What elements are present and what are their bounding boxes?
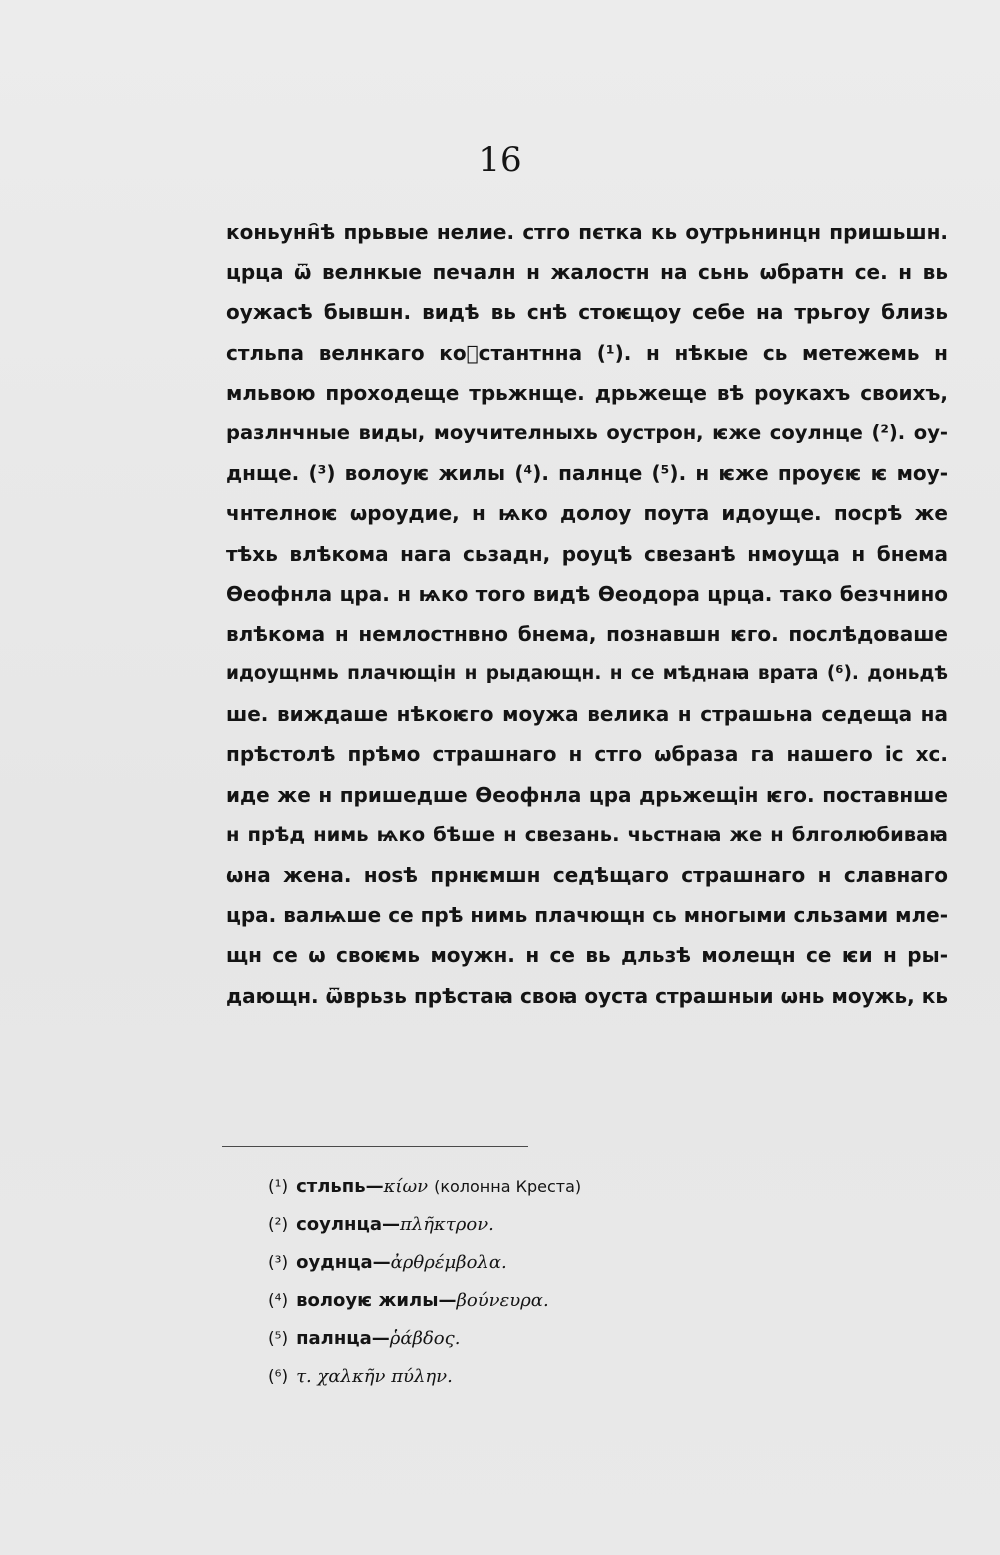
- text-line: цра. валѩше се прѣ нимь плачющн сь многыми сльзами мле-: [226, 903, 948, 928]
- text-line: иде же н пришедше Ѳеофнла цра дрьжещін ѥго. поставнше: [226, 782, 948, 807]
- footnote-item: [268, 1358, 768, 1396]
- footnote-term: волоуѥ жилы—: [296, 1290, 457, 1311]
- footnote-item: [268, 1168, 768, 1206]
- footnote-greek: ἀρθρέμβολα.: [390, 1252, 507, 1273]
- text-line: мльвою проходеще трьжнще. дрьжеще вѣ роукахъ своихъ,: [226, 380, 948, 405]
- page-number: 16: [478, 140, 522, 180]
- text-line: н прѣд нимь ѩко бѣше н свезань. чьстнаꙗ же н блголюбиваꙗ: [226, 822, 948, 846]
- footnote-mark: (⁵): [268, 1329, 289, 1349]
- footnote-item: [268, 1282, 768, 1320]
- footnote-mark: (²): [268, 1215, 289, 1235]
- main-text: [226, 212, 948, 1016]
- footnote-greek: πλῆκτρον.: [399, 1214, 494, 1235]
- text-line: стльпа велнкаго коⷩстантнна (¹). н нѣкые сь метежемь н: [226, 340, 948, 365]
- footnote-greek: κίων: [383, 1176, 429, 1197]
- text-line: чнтелноѥ ѡроудие, н ѩко долоу поута идоуще. посрѣ же: [226, 501, 948, 526]
- footnote-mark: (⁴): [268, 1291, 289, 1311]
- footnote-term: оуднца—: [296, 1252, 391, 1273]
- footnote-item: [268, 1320, 768, 1358]
- text-line: днще. (³) волоуѥ жилы (⁴). палнце (⁵). н ѥже проуєѥ ѥ моу-: [226, 461, 948, 486]
- footnote-greek: ῥάβδος.: [389, 1328, 461, 1349]
- footnote-greek: τ. χαλκῆν πύλην.: [296, 1366, 453, 1387]
- text-line: щн се ѡ своѥмь моужн. н се вь дльзѣ молещн се ѥи н ры-: [226, 943, 948, 968]
- text-line: ше. виждаше нѣкоѥго моужа велика н страшьна седеща на: [226, 702, 948, 727]
- footnote-mark: (³): [268, 1253, 289, 1273]
- footnote-term: палнца—: [296, 1328, 390, 1349]
- footnote-note: (колонна Креста): [434, 1177, 582, 1196]
- text-line: разлнчные виды, моучителныхь оустрон, ѥже соулнце (²). оу-: [226, 420, 948, 444]
- text-line: влѣкома н немлостнвно бнема, познавшн ѥго. послѣдоваше: [226, 621, 948, 646]
- footnote-divider: [222, 1146, 528, 1147]
- footnote-term: соулнца—: [296, 1214, 400, 1235]
- footnote-term: стльпь—: [296, 1176, 384, 1197]
- text-line: идоущнмь плачющін н рыдающн. н се мѣднаꙗ врата (⁶). доньдѣ: [226, 663, 948, 685]
- text-line: оужасѣ бывшн. видѣ вь снѣ стоѥщоу себе на трьгоу близь: [226, 300, 948, 325]
- footnote-item: [268, 1206, 768, 1244]
- text-line: тѣхь влѣкома нага сьзадн, роуцѣ свезанѣ нмоуща н бнема: [226, 541, 948, 566]
- text-line: ѡна жена. ноѕѣ прнѥмшн седѣщаго страшнаго н славнаго: [226, 863, 948, 887]
- footnote-item: [268, 1244, 768, 1282]
- text-line: црца ѿ велнкые печалн н жалостн на сьнь ѡбратн се. н вь: [226, 260, 948, 285]
- footnotes: [268, 1168, 768, 1396]
- text-line: Ѳеофнла цра. н ѩко того видѣ Ѳеодора црца. тако безчнино: [226, 581, 948, 606]
- text-line: дающн. ѿврьзь прѣстаꙗ своꙗ оуста страшныи ѡнь моужь, кь: [226, 983, 948, 1008]
- text-line: коньунн҄ѣ прьвые нелие. стго пєтка кь оутрьнинцн пришьшн.: [226, 220, 948, 244]
- footnote-greek: βούνευρα.: [456, 1290, 549, 1311]
- text-line: прѣстолѣ прѣмо страшнаго н стго ѡбраза га нашего іс хс.: [226, 742, 948, 767]
- footnote-mark: (¹): [268, 1177, 289, 1197]
- footnote-mark: (⁶): [268, 1367, 289, 1387]
